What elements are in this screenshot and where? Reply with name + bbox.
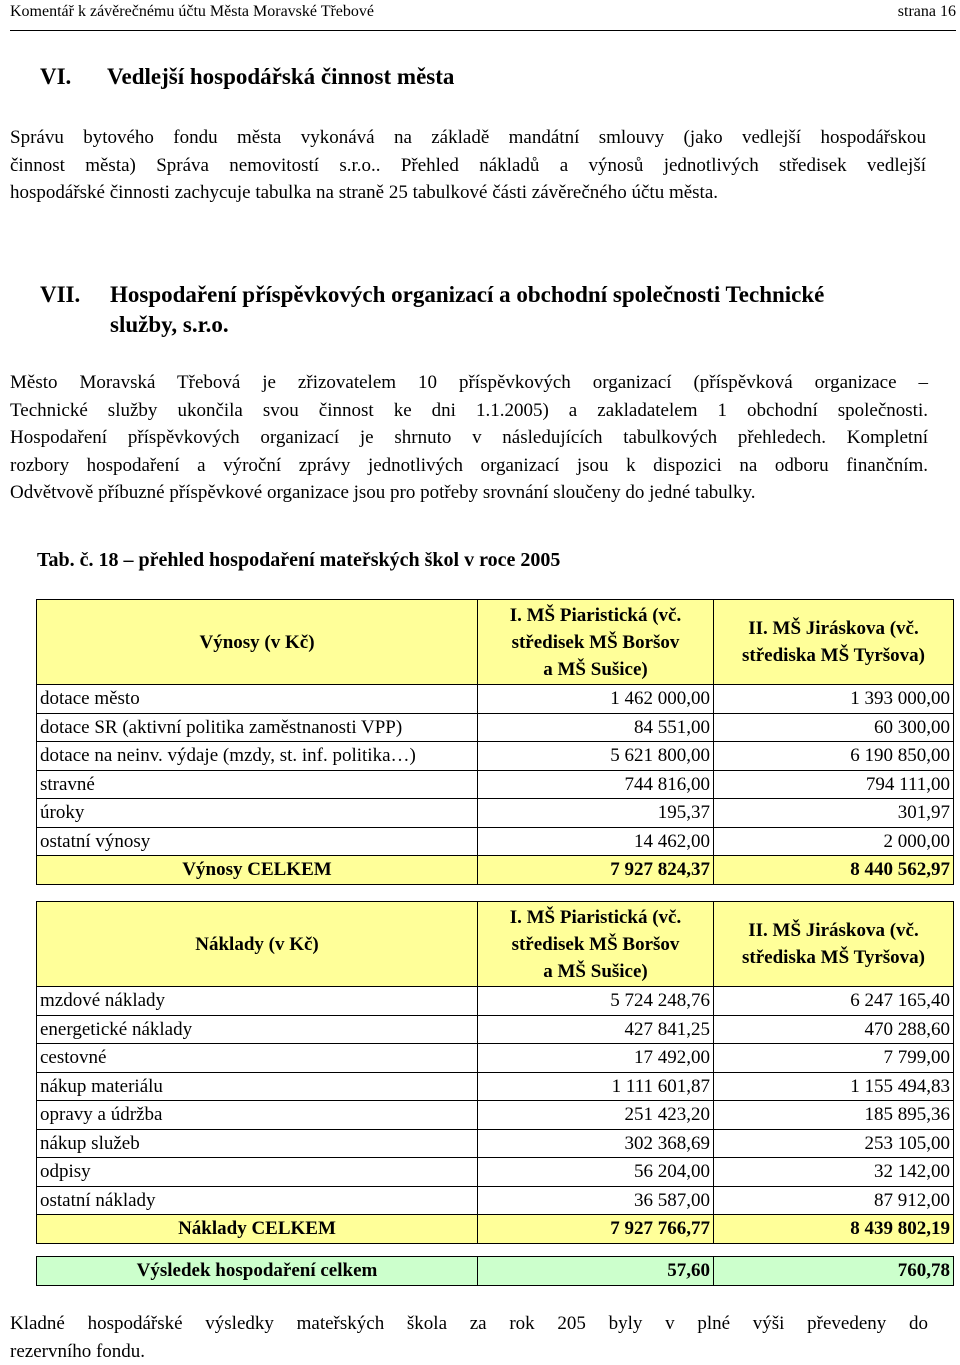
header-col1 (478, 600, 714, 685)
row-value-ms2: 253 105,00 (714, 1129, 954, 1158)
total-value-ms2: 8 440 562,97 (714, 856, 954, 885)
row-label: mzdové náklady (37, 987, 478, 1016)
table-header-row (37, 600, 954, 685)
row-label: nákup materiálu (37, 1072, 478, 1101)
table-row (37, 799, 954, 828)
table-row (37, 713, 954, 742)
section-6-paragraph (10, 124, 926, 207)
row-value-ms1: 427 841,25 (478, 1015, 714, 1044)
total-value-ms2: 8 439 802,19 (714, 1215, 954, 1244)
row-value-ms2: 6 247 165,40 (714, 987, 954, 1016)
result-row (37, 1257, 954, 1286)
row-value-ms1: 36 587,00 (478, 1186, 714, 1215)
paragraph-line: činnost města) Správa nemovitostí s.r.o.. Přehled nákladů a výnosů jednotlivých středisek vedlejší (10, 152, 926, 180)
row-label: odpisy (37, 1158, 478, 1187)
row-value-ms1: 1 462 000,00 (478, 685, 714, 714)
row-value-ms1: 14 462,00 (478, 827, 714, 856)
section-7-paragraph (10, 369, 928, 507)
row-label: dotace SR (aktivní politika zaměstnanosti VPP) (37, 713, 478, 742)
row-value-ms2: 32 142,00 (714, 1158, 954, 1187)
header-line: I. MŠ Piaristická (vč. (481, 904, 710, 931)
table-total-row (37, 1215, 954, 1244)
row-value-ms2: 185 895,36 (714, 1101, 954, 1130)
row-label: úroky (37, 799, 478, 828)
row-value-ms2: 60 300,00 (714, 713, 954, 742)
paragraph-line: hospodářské činnosti zachycuje tabulka na straně 25 tabulkové části závěrečného účtu města. (10, 179, 926, 207)
revenue-table (36, 599, 954, 885)
row-label: ostatní náklady (37, 1186, 478, 1215)
header-line: střediska MŠ Tyršova) (717, 944, 950, 971)
row-label: dotace na neinv. výdaje (mzdy, st. inf. politika…) (37, 742, 478, 771)
section-6-number: VI. (40, 64, 71, 90)
row-label: cestovné (37, 1044, 478, 1073)
row-value-ms2: 87 912,00 (714, 1186, 954, 1215)
row-value-ms1: 744 816,00 (478, 770, 714, 799)
row-value-ms2: 470 288,60 (714, 1015, 954, 1044)
header-line: a MŠ Sušice) (481, 656, 710, 683)
row-value-ms2: 7 799,00 (714, 1044, 954, 1073)
table-row (37, 1015, 954, 1044)
table-row (37, 1072, 954, 1101)
header-line: střediska MŠ Tyršova) (717, 642, 950, 669)
row-value-ms2: 6 190 850,00 (714, 742, 954, 771)
row-label: dotace město (37, 685, 478, 714)
row-value-ms1: 1 111 601,87 (478, 1072, 714, 1101)
total-label: Náklady CELKEM (37, 1215, 478, 1244)
section-6-title: Vedlejší hospodářská činnost města (107, 64, 454, 90)
row-value-ms2: 1 393 000,00 (714, 685, 954, 714)
table-row (37, 742, 954, 771)
row-label: nákup služeb (37, 1129, 478, 1158)
header-line: I. MŠ Piaristická (vč. (481, 602, 710, 629)
table-row (37, 1186, 954, 1215)
header-col2 (714, 902, 954, 987)
row-value-ms1: 302 368,69 (478, 1129, 714, 1158)
paragraph-line: rozbory hospodaření a výroční zprávy jednotlivých organizací jsou k dispozici na odboru finančním. (10, 452, 928, 480)
page-number: strana 16 (898, 3, 956, 21)
paragraph-line: Správu bytového fondu města vykonává na základě mandátní smlouvy (jako vedlejší hospodářskou (10, 124, 926, 152)
section-7-heading (40, 282, 940, 346)
header-line: a MŠ Sušice) (481, 958, 710, 985)
row-label: stravné (37, 770, 478, 799)
cost-table (36, 901, 954, 1244)
table-row (37, 770, 954, 799)
table-row (37, 827, 954, 856)
table-row (37, 987, 954, 1016)
result-value-ms2: 760,78 (714, 1257, 954, 1286)
section-7-title-line2: služby, s.r.o. (110, 312, 229, 338)
paragraph-line: Město Moravská Třebová je zřizovatelem 10 příspěvkových organizací (příspěvková organizace – (10, 369, 928, 397)
paragraph-line: Odvětvově příbuzné příspěvkové organizace jsou pro potřeby srovnání sloučeny do jedné tabulky. (10, 479, 928, 507)
paragraph-line: Hospodaření příspěvkových organizací je shrnuto v následujících tabulkových přehledech. Kompletní (10, 424, 928, 452)
table-row (37, 1101, 954, 1130)
row-value-ms1: 251 423,20 (478, 1101, 714, 1130)
row-value-ms1: 84 551,00 (478, 713, 714, 742)
row-value-ms2: 301,97 (714, 799, 954, 828)
header-line: středisek MŠ Boršov (481, 629, 710, 656)
row-value-ms1: 56 204,00 (478, 1158, 714, 1187)
total-label: Výnosy CELKEM (37, 856, 478, 885)
row-value-ms1: 195,37 (478, 799, 714, 828)
result-label: Výsledek hospodaření celkem (37, 1257, 478, 1286)
header-title: Komentář k závěrečnému účtu Města Moravské Třebové (10, 3, 374, 21)
row-value-ms1: 17 492,00 (478, 1044, 714, 1073)
table-total-row (37, 856, 954, 885)
table-row (37, 1044, 954, 1073)
header-line: II. MŠ Jiráskova (vč. (717, 615, 950, 642)
result-value-ms1: 57,60 (478, 1257, 714, 1286)
row-value-ms1: 5 724 248,76 (478, 987, 714, 1016)
header-col1 (478, 902, 714, 987)
row-label: ostatní výnosy (37, 827, 478, 856)
section-7-title-line1: Hospodaření příspěvkových organizací a obchodní společnosti Technické (110, 282, 824, 308)
result-table (36, 1256, 954, 1286)
total-value-ms1: 7 927 824,37 (478, 856, 714, 885)
header-label: Náklady (v Kč) (37, 902, 478, 987)
section-7-number: VII. (40, 282, 80, 308)
table-row (37, 685, 954, 714)
page-header (10, 0, 956, 31)
header-line: středisek MŠ Boršov (481, 931, 710, 958)
table-row (37, 1129, 954, 1158)
header-col2 (714, 600, 954, 685)
paragraph-line: Kladné hospodářské výsledky mateřských škola za rok 205 byly v plné výši převedeny do (10, 1310, 928, 1338)
row-value-ms2: 1 155 494,83 (714, 1072, 954, 1101)
row-value-ms2: 2 000,00 (714, 827, 954, 856)
table-row (37, 1158, 954, 1187)
row-label: opravy a údržba (37, 1101, 478, 1130)
header-line: II. MŠ Jiráskova (vč. (717, 917, 950, 944)
total-value-ms1: 7 927 766,77 (478, 1215, 714, 1244)
row-value-ms1: 5 621 800,00 (478, 742, 714, 771)
paragraph-line: Technické služby ukončila svou činnost ke dni 1.1.2005) a zakladatelem 1 obchodní společnosti. (10, 397, 928, 425)
paragraph-line: rezervního fondu. (10, 1338, 928, 1365)
row-label: energetické náklady (37, 1015, 478, 1044)
row-value-ms2: 794 111,00 (714, 770, 954, 799)
table-caption: Tab. č. 18 – přehled hospodaření mateřských škol v roce 2005 (37, 549, 560, 572)
table-header-row (37, 902, 954, 987)
header-label: Výnosy (v Kč) (37, 600, 478, 685)
section-6-heading (40, 64, 940, 96)
